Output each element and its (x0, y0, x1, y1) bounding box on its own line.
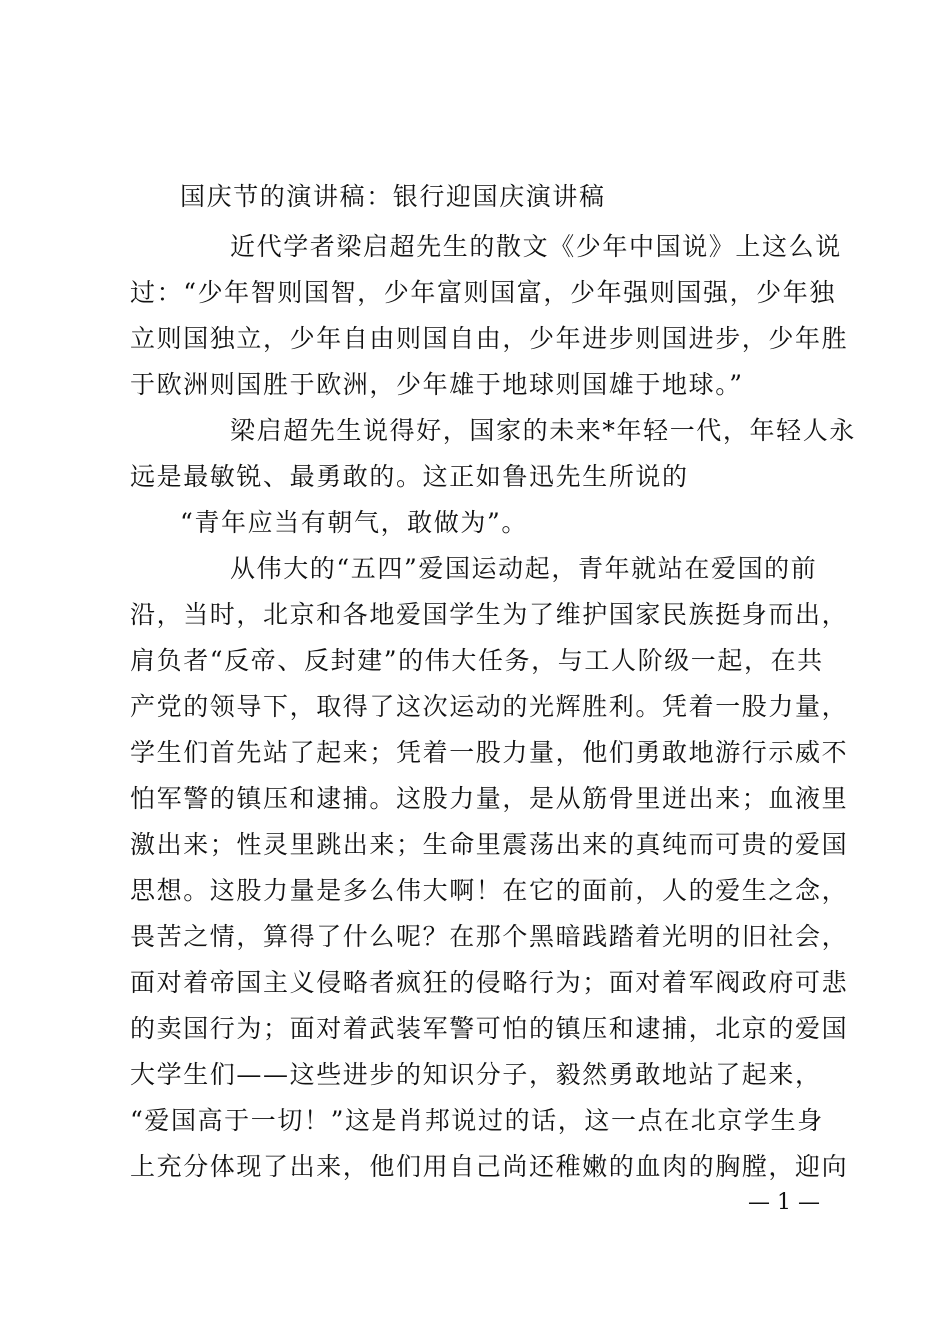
paragraph-line: 思想。这股力量是多么伟大啊！在它的面前，人的爱生之念， (130, 876, 849, 905)
paragraph-line: 上充分体现了出来，他们用自己尚还稚嫩的血肉的胸膛，迎向 (130, 1152, 849, 1181)
document-title: 国庆节的演讲稿：银行迎国庆演讲稿 (180, 182, 606, 211)
paragraph-line: 畏苦之情，算得了什么呢？在那个黑暗践踏着光明的旧社会， (130, 922, 849, 951)
paragraph-line: 梁启超先生说得好，国家的未来*年轻一代，年轻人永 (230, 416, 856, 445)
paragraph-line: 沿，当时，北京和各地爱国学生为了维护国家民族挺身而出， (130, 600, 849, 629)
paragraph-line: 近代学者梁启超先生的散文《少年中国说》上这么说 (230, 232, 842, 261)
paragraph-line: “爱国高于一切！”这是肖邦说过的话，这一点在北京学生身 (130, 1106, 824, 1135)
paragraph-line: 立则国独立，少年自由则国自由，少年进步则国进步，少年胜 (130, 324, 849, 353)
paragraph-line: 产党的领导下，取得了这次运动的光辉胜利。凭着一股力量， (130, 692, 849, 721)
paragraph-line: 激出来；性灵里跳出来；生命里震荡出来的真纯而可贵的爱国 (130, 830, 849, 859)
paragraph-line: “青年应当有朝气，敢做为”。 (180, 508, 528, 537)
paragraph-line: 肩负者“反帝、反封建”的伟大任务，与工人阶级一起，在共 (130, 646, 824, 675)
paragraph-line: 怕军警的镇压和逮捕。这股力量，是从筋骨里迸出来；血液里 (130, 784, 849, 813)
paragraph-line: 的卖国行为；面对着武装军警可怕的镇压和逮捕，北京的爱国 (130, 1014, 849, 1043)
paragraph-line: 于欧洲则国胜于欧洲，少年雄于地球则国雄于地球。” (130, 370, 744, 399)
paragraph-line: 过：“少年智则国智，少年富则国富，少年强则国强，少年独 (130, 278, 836, 307)
paragraph-line: 面对着帝国主义侵略者疯狂的侵略行为；面对着军阀政府可悲 (130, 968, 849, 997)
paragraph-line: 大学生们——这些进步的知识分子，毅然勇敢地站了起来， (130, 1060, 822, 1089)
page-number: — 1 — (748, 1190, 820, 1215)
paragraph-line: 远是最敏锐、最勇敢的。这正如鲁迅先生所说的 (130, 462, 689, 491)
paragraph-line: 从伟大的“五四”爱国运动起，青年就站在爱国的前 (230, 554, 818, 583)
paragraph-line: 学生们首先站了起来；凭着一股力量，他们勇敢地游行示威不 (130, 738, 849, 767)
